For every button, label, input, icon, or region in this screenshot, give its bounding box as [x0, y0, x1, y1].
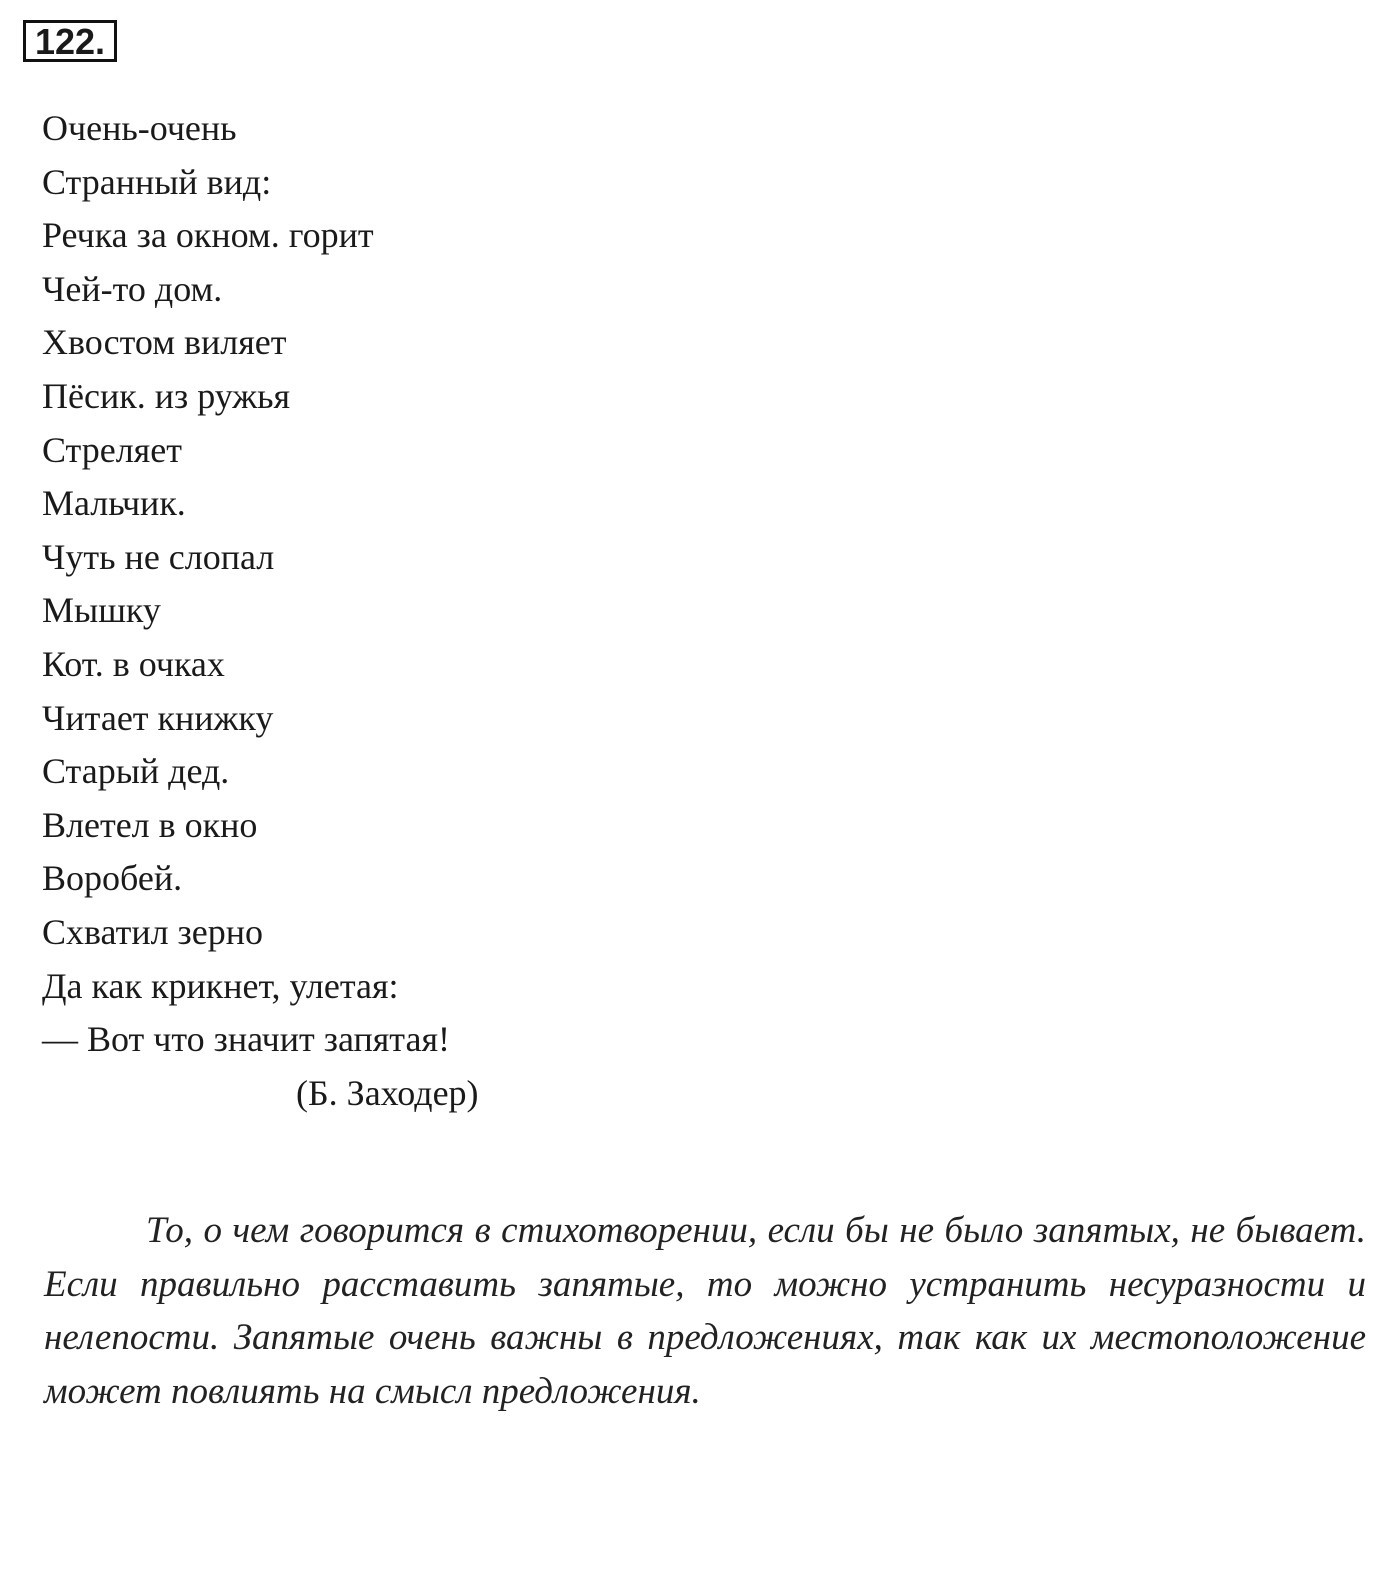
exercise-number: 122. [23, 20, 117, 62]
poem-line: Мышку [42, 590, 161, 631]
answer-paragraph: То, о чем говорится в стихотворении, если бы не было запятых, не бывает. Если правильно расставить запятые, то можно устранить несуразности и нелепости. Запятые очень важны в предложениях, так как их местоположение может повлиять на смысл предложения. [44, 1210, 1366, 1412]
poem-line: Старый дед. [42, 751, 230, 792]
poem-line: Да как крикнет, улетая: [42, 965, 399, 1006]
poem-line: Речка за окном. горит [42, 215, 374, 256]
poem-line: Чей-то дом. [42, 268, 223, 309]
poem-line: Пёсик. из ружья [42, 375, 291, 416]
poem-line: Воробей. [42, 858, 183, 899]
poem-line: — Вот что значит запятая! [42, 1019, 451, 1060]
poem-line: Мальчик. [42, 483, 186, 524]
poem-line: Схватил зерно [42, 911, 264, 952]
poem-line: Чуть не слопал [42, 536, 275, 577]
poem-author: (Б. Заходер) [296, 1073, 479, 1113]
poem-line: Влетел в окно [42, 804, 258, 845]
poem-line: Кот. в очках [42, 643, 225, 684]
poem-line: Читает книжку [42, 697, 274, 738]
poem-line: Хвостом виляет [42, 322, 287, 363]
poem-line: Стреляет [42, 429, 182, 470]
poem-line: Очень-очень [42, 108, 237, 148]
poem-line: Странный вид: [42, 161, 272, 202]
poem [42, 102, 742, 1067]
